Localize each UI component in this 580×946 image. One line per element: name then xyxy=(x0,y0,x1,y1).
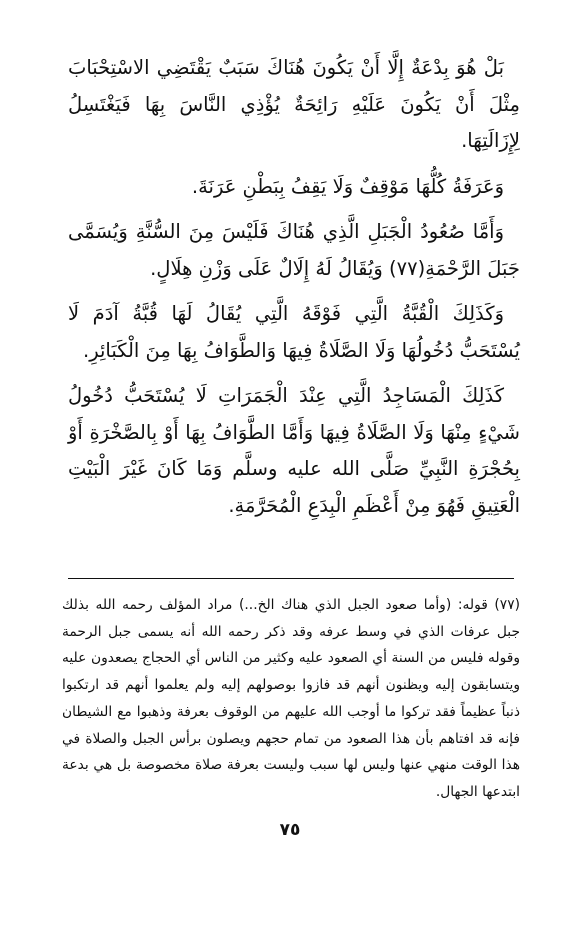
footnote-77: (٧٧) قوله: (وأما صعود الجبل الذي هناك الخ...) مراد المؤلف رحمه الله بذلك جبل عرفات الذي في وسط عرفه وقد ذكر رحمه الله أنه يسمى جبل الرحمة وقوله فليس من السنة أي الصعود عليه وكثير من الناس أي الحجاج يصعدون عليه ويتسابقون إليه ويظنون أنهم قد فازوا بوصولهم إليه ولم يعلموا أنهم قد ارتكبوا ذنباً عظيماً فقد تركوا ما أوجب الله عليهم من الوقوف بعرفة وذهبوا مع الشيطان فإنه قد افتاهم بأن هذا الصعود من تمام حجهم ويصلون برأس الجبل والصلاة في هذا الوقت منهي عنها وليس لها سبب وليست بعرفة صلاة مخصوصة بل هي بدعة ابتدعها الجهال. xyxy=(62,597,520,800)
paragraph-dome-of-adam: وَكَذَلِكَ الْقُبَّةُ الَّتِي فَوْقَهُ الَّتِي يُقَالُ لَهَا قُبَّةُ آدَمَ لَا يُسْتَحَبُّ دُخُولُهَا وَلَا الصَّلَاةُ فِيهَا وَالطَّوَافُ بِهَا مِنَ الْكَبَائِرِ. xyxy=(68,302,520,362)
page-number: ٧٥ xyxy=(279,820,301,840)
footnote-separator xyxy=(68,578,514,579)
paragraph-ghusl-innovation: بَلْ هُوَ بِدْعَةٌ إِلَّا أَنْ يَكُونَ هُنَاكَ سَبَبٌ يَقْتَضِي الاسْتِحْبَابَ مِثْلَ أَنْ يَكُونَ عَلَيْهِ رَائِحَةٌ يُؤْذِي النَّاسَ بِهَا فَيَغْتَسِلُ لِإِزَالَتِهَا. xyxy=(68,56,520,152)
main-text-block xyxy=(68,50,520,533)
paragraph-jamarat-mosques: كَذَلِكَ الْمَسَاجِدُ الَّتِي عِنْدَ الْجَمَرَاتِ لَا يُسْتَحَبُّ دُخُولُ شَيْءٍ مِنْهَا وَلَا الصَّلَاةُ فِيهَا وَأَمَّا الطَّوَافُ بِهَا أَوْ بِالصَّخْرَةِ أَوْ بِحُجْرَةِ النَّبِيِّ صَلَّى الله عليه وسلَّم وَمَا كَانَ غَيْرَ الْبَيْتِ الْعَتِيقِ فَهُوَ مِنْ أَعْظَمِ الْبِدَعِ الْمُحَرَّمَةِ. xyxy=(68,384,520,517)
paragraph-mount-rahmah: وَأَمَّا صُعُودُ الْجَبَلِ الَّذِي هُنَاكَ فَلَيْسَ مِنَ السُّنَّةِ وَيُسَمَّى جَبَلَ الرَّحْمَةِ(٧٧) وَيُقَالُ لَهُ إِلَالٌ عَلَى وَزْنِ هِلَالٍ. xyxy=(68,220,520,280)
footnote-block xyxy=(62,592,520,806)
paragraph-arafah-standing: وَعَرَفَةُ كُلُّهَا مَوْقِفٌ وَلَا يَقِفُ بِبَطْنِ عَرَنَةَ. xyxy=(191,174,504,198)
